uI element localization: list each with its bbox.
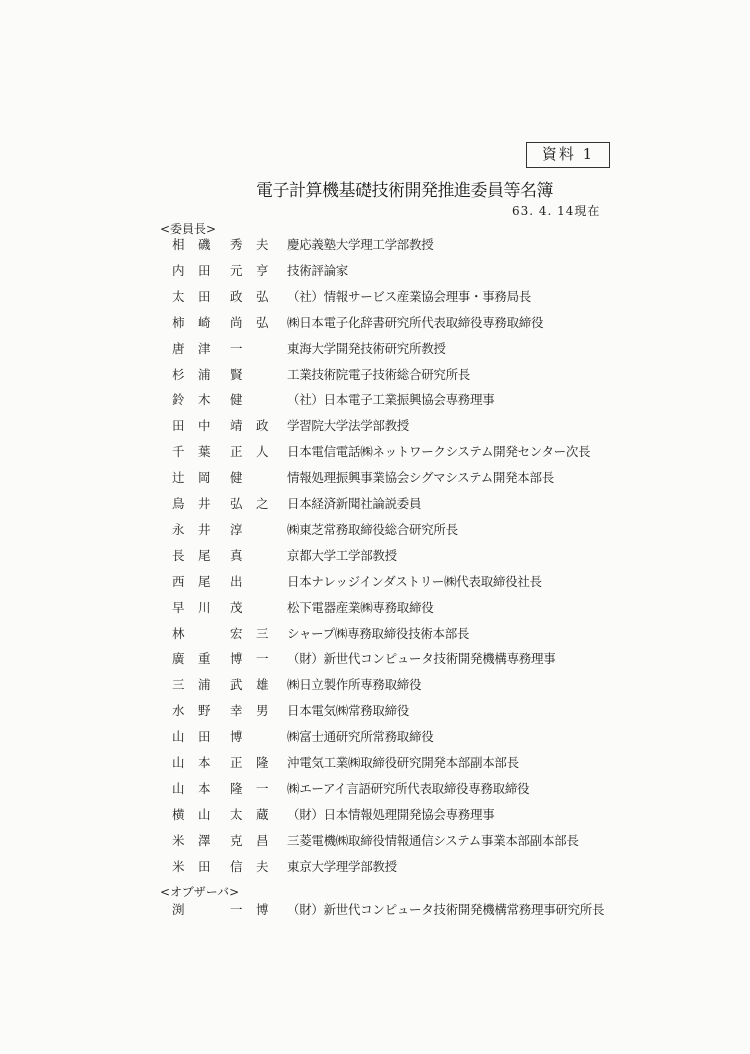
member-affiliation: シャープ㈱専務取締役技術本部長: [287, 625, 470, 641]
member-name-char: 田: [198, 858, 211, 874]
member-name-char: 蔵: [256, 806, 269, 822]
member-name-char: 一: [256, 651, 269, 667]
member-affiliation: 沖電気工業㈱取締役研究開発本部副本部長: [287, 755, 519, 770]
member-row: [0, 857, 750, 877]
member-affiliation: （財）新世代コンピュータ技術開発機構専務理事: [287, 651, 556, 667]
member-row: [0, 649, 750, 669]
member-affiliation: 学習院大学法学部教授: [287, 418, 410, 434]
member-name-char: 千: [172, 444, 185, 460]
member-affiliation: 三菱電機㈱取締役情報通信システム事業本部副本部長: [287, 832, 579, 848]
member-name-char: 浦: [198, 366, 211, 382]
member-name-char: 政: [230, 288, 243, 304]
member-row: [0, 416, 750, 436]
member-row: [0, 313, 750, 333]
member-name-char: 幸: [230, 703, 243, 719]
member-name-char: 雄: [256, 677, 269, 693]
member-name-char: 弘: [230, 496, 243, 511]
member-name-char: 津: [198, 340, 211, 356]
member-name-char: 田: [198, 729, 211, 745]
member-affiliation: 日本電信電話㈱ネットワークシステム開発センター次長: [287, 444, 591, 460]
member-row: [0, 675, 750, 695]
member-name-char: 靖: [230, 418, 243, 434]
member-name-char: 本: [198, 780, 211, 796]
member-row: [0, 261, 750, 281]
member-name-char: 田: [198, 288, 211, 304]
member-name-char: 澤: [198, 832, 211, 848]
member-name-char: 早: [172, 599, 185, 615]
member-name-char: 柿: [172, 314, 185, 330]
section-heading-chair: <委員長>: [160, 222, 217, 236]
member-name-char: 弘: [256, 288, 269, 304]
member-name-char: 正: [230, 444, 243, 460]
member-affiliation: 東京大学理学部教授: [287, 858, 397, 874]
member-affiliation: ㈱エーアイ言語研究所代表取締役専務取締役: [287, 780, 530, 796]
member-name-char: 元: [230, 262, 243, 278]
member-affiliation: 日本経済新聞社論説委員: [287, 496, 422, 511]
document-title: 電子計算機基礎技術開発推進委員等名簿: [256, 181, 553, 201]
member-name-char: 葉: [198, 444, 211, 460]
member-row: [0, 365, 750, 385]
member-affiliation: 慶応義塾大学理工学部教授: [287, 237, 434, 252]
member-name-char: 山: [198, 806, 211, 822]
member-name-char: 弘: [256, 314, 269, 330]
member-name-char: 男: [256, 703, 269, 719]
member-row: [0, 701, 750, 721]
member-name-char: 辻: [172, 470, 185, 486]
member-affiliation: 工業技術院電子技術総合研究所長: [287, 366, 471, 382]
member-affiliation: ㈱富士通研究所常務取締役: [287, 729, 434, 745]
member-row: [0, 727, 750, 747]
member-name-char: 政: [256, 418, 269, 434]
member-row: [0, 598, 750, 618]
member-name-char: 健: [230, 470, 243, 486]
member-name-char: 一: [230, 902, 243, 917]
member-name-char: 三: [256, 625, 269, 641]
member-name-char: 崎: [198, 314, 211, 330]
member-affiliation: 京都大学工学部教授: [287, 547, 397, 563]
member-row: [0, 520, 750, 540]
member-name-char: 尚: [230, 314, 243, 330]
member-name-char: 山: [172, 755, 185, 770]
member-row: [0, 442, 750, 462]
member-name-char: 太: [172, 288, 185, 304]
member-name-char: 廣: [172, 651, 185, 667]
member-name-char: 山: [172, 780, 185, 796]
member-row: [0, 624, 750, 644]
member-name-char: 相: [172, 237, 185, 252]
member-name-char: 信: [230, 858, 243, 874]
member-name-char: 健: [230, 392, 243, 408]
member-name-char: 永: [172, 521, 185, 537]
member-name-char: 克: [230, 832, 243, 848]
member-name-char: 之: [256, 496, 269, 511]
member-name-char: 博: [230, 651, 243, 667]
member-name-char: 茂: [230, 599, 243, 615]
member-affiliation: ㈱日本電子化辞書研究所代表取締役専務取締役: [287, 314, 544, 330]
member-row: [0, 494, 750, 514]
member-name-char: 浦: [198, 677, 211, 693]
member-affiliation: （社）情報サービス産業協会理事・事務局長: [287, 288, 532, 304]
member-affiliation: 日本電気㈱常務取締役: [287, 703, 410, 719]
member-row: [0, 468, 750, 488]
member-name-char: 一: [256, 780, 269, 796]
member-name-char: 野: [198, 703, 211, 719]
member-affiliation: 日本ナレッジインダストリー㈱代表取締役社長: [287, 573, 542, 589]
member-name-char: 淳: [230, 521, 243, 537]
member-row: [0, 235, 750, 255]
member-name-char: 本: [198, 755, 211, 770]
member-name-char: 木: [198, 392, 211, 408]
member-name-char: 岡: [198, 470, 211, 486]
member-row: [0, 831, 750, 851]
member-name-char: 隆: [230, 780, 243, 796]
member-row: [0, 753, 750, 773]
member-name-char: 出: [230, 573, 243, 589]
member-name-char: 唐: [172, 340, 185, 356]
member-name-char: 三: [172, 677, 185, 693]
observer-row: [0, 900, 750, 920]
member-name-char: 渕: [172, 902, 185, 917]
member-name-char: 夫: [256, 237, 269, 252]
member-name-char: 人: [256, 444, 269, 460]
member-row: [0, 779, 750, 799]
member-name-char: 尾: [198, 547, 211, 563]
member-name-char: 一: [230, 340, 243, 356]
member-affiliation: 技術評論家: [287, 262, 349, 278]
member-name-char: 昌: [256, 832, 269, 848]
member-name-char: 夫: [256, 858, 269, 874]
member-name-char: 隆: [256, 755, 269, 770]
member-name-char: 井: [198, 496, 211, 511]
member-name-char: 磯: [198, 237, 211, 252]
member-name-char: 杉: [172, 366, 185, 382]
member-row: [0, 287, 750, 307]
member-name-char: 亨: [256, 262, 269, 278]
member-affiliation: ㈱東芝常務取締役総合研究所長: [287, 521, 458, 537]
member-name-char: 尾: [198, 573, 211, 589]
member-name-char: 内: [172, 262, 185, 278]
member-name-char: 米: [172, 858, 185, 874]
member-name-char: 林: [172, 625, 185, 641]
member-affiliation: 松下電器産業㈱専務取締役: [287, 599, 434, 615]
member-row: [0, 546, 750, 566]
member-name-char: 重: [198, 651, 211, 667]
member-name-char: 真: [230, 547, 243, 563]
as-of-date: 63. 4. 14現在: [512, 204, 601, 218]
member-affiliation: （財）新世代コンピュータ技術開発機構常務理事研究所長: [287, 902, 605, 917]
member-name-char: 山: [172, 729, 185, 745]
member-row: [0, 390, 750, 410]
member-name-char: 正: [230, 755, 243, 770]
member-name-char: 秀: [230, 237, 243, 252]
member-name-char: 鳥: [172, 496, 185, 511]
member-name-char: 川: [198, 599, 211, 615]
member-name-char: 中: [198, 418, 211, 434]
member-affiliation: ㈱日立製作所専務取締役: [287, 677, 422, 693]
member-affiliation: 東海大学開発技術研究所教授: [287, 340, 446, 356]
member-name-char: 水: [172, 703, 185, 719]
section-heading-observer: <オブザーバ>: [160, 885, 240, 899]
member-name-char: 米: [172, 832, 185, 848]
member-name-char: 宏: [230, 625, 243, 641]
member-affiliation: （社）日本電子工業振興協会専務理事: [287, 392, 495, 408]
member-row: [0, 805, 750, 825]
member-name-char: 博: [230, 729, 243, 745]
member-name-char: 横: [172, 806, 185, 822]
member-name-char: 武: [230, 677, 243, 693]
document-label-box: 資料 1: [526, 142, 610, 168]
member-name-char: 西: [172, 573, 185, 589]
member-row: [0, 572, 750, 592]
member-affiliation: 情報処理振興事業協会シグマシステム開発本部長: [287, 470, 554, 486]
member-affiliation: （財）日本情報処理開発協会専務理事: [287, 806, 495, 822]
member-name-char: 井: [198, 521, 211, 537]
member-name-char: 賢: [230, 366, 243, 382]
member-name-char: 博: [256, 902, 269, 917]
member-name-char: 太: [230, 806, 243, 822]
member-name-char: 田: [198, 262, 211, 278]
member-name-char: 長: [172, 547, 185, 563]
member-name-char: 鈴: [172, 392, 185, 408]
member-row: [0, 339, 750, 359]
member-name-char: 田: [172, 418, 185, 434]
